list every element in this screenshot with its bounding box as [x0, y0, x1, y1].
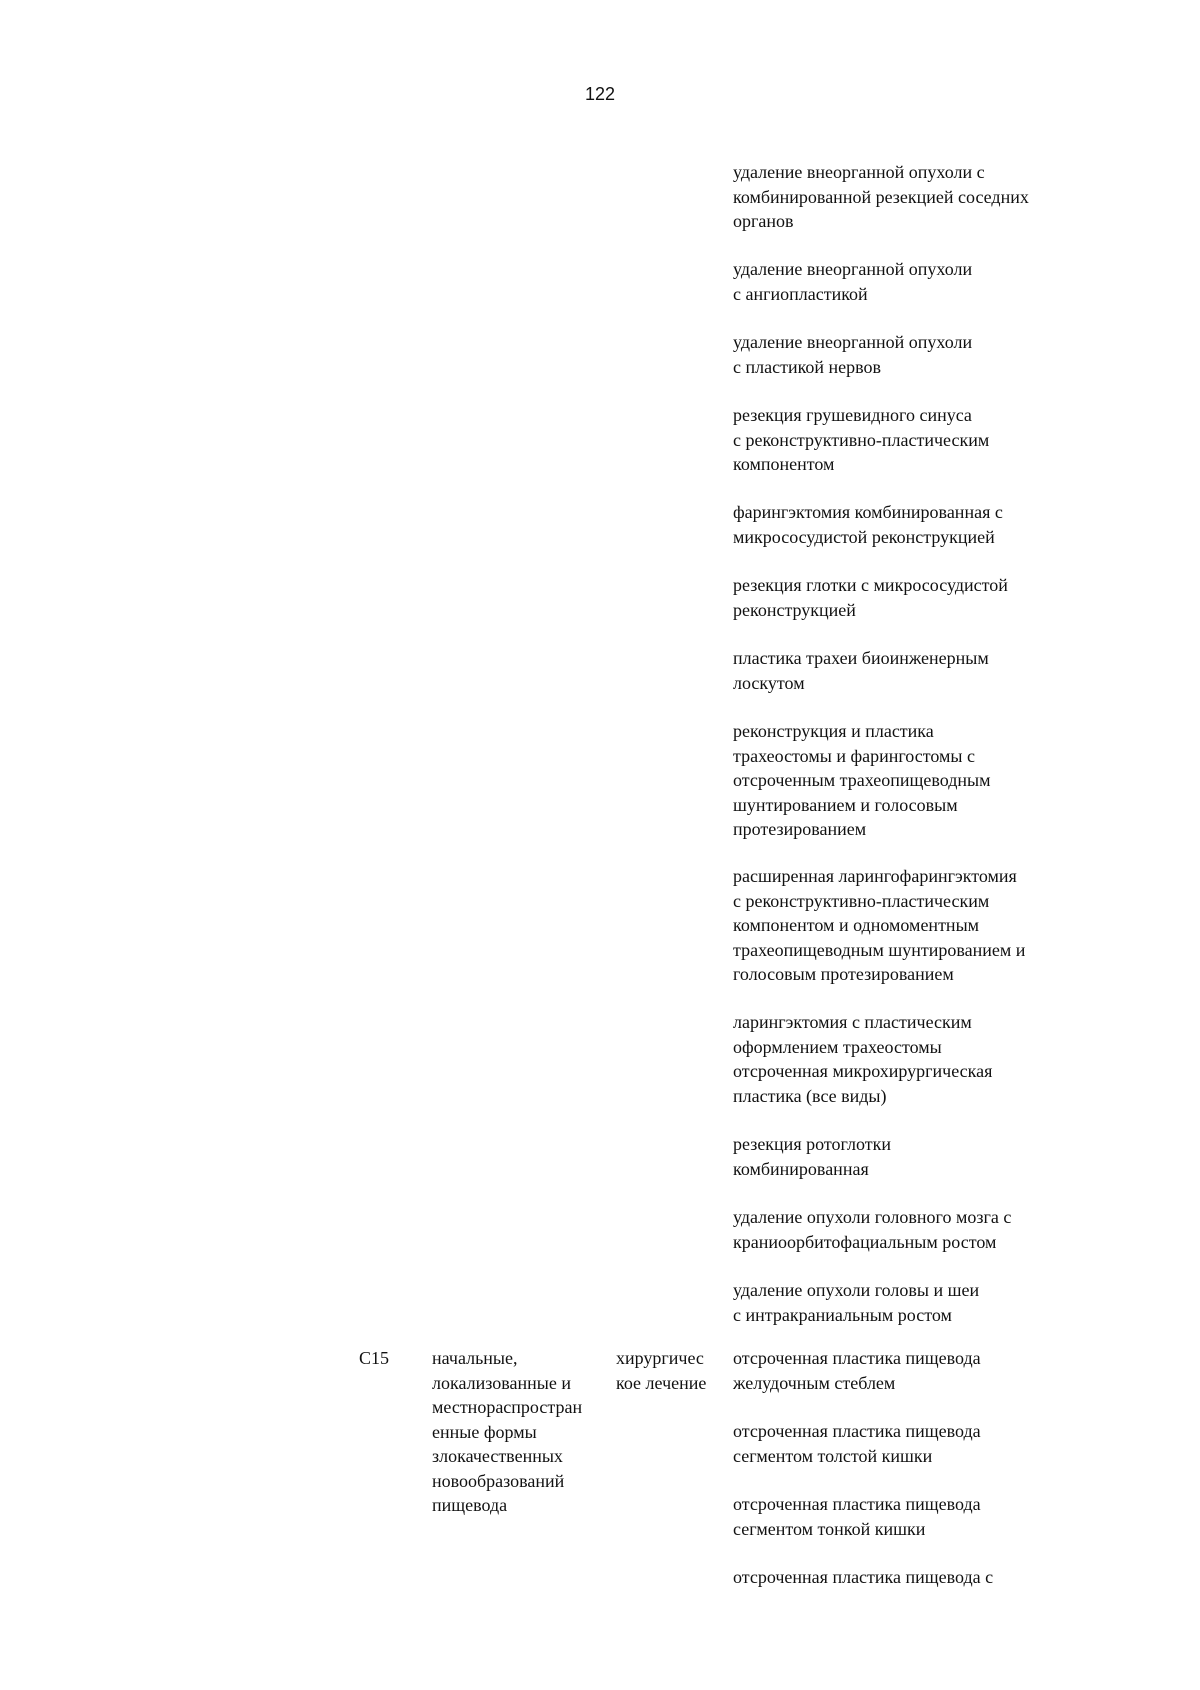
- method-item: пластика трахеи биоинженерным лоскутом: [733, 648, 989, 693]
- method-item: резекция грушевидного синуса с реконструктивно-пластическим компонентом: [733, 405, 990, 474]
- method-item: фарингэктомия комбинированная с микрососудистой реконструкцией: [733, 502, 1003, 547]
- method-item: удаление внеорганной опухоли с ангиопластикой: [733, 259, 973, 304]
- diagnosis-code: C15: [359, 1348, 390, 1368]
- method-item: удаление внеорганной опухоли с комбинированной резекцией соседних органов: [733, 162, 1029, 231]
- method-item: удаление опухоли головного мозга с краниоорбитофациальным ростом: [733, 1207, 1012, 1252]
- method-item: резекция глотки с микрососудистой реконструкцией: [733, 575, 1008, 620]
- page-number: 122: [584, 84, 616, 104]
- method-item: расширенная ларингофарингэктомия с реконструктивно-пластическим компонентом и одномоментным трахеопищеводным шунтированием и голосовым протезированием: [733, 866, 1026, 984]
- method-item: реконструкция и пластика трахеостомы и фарингостомы с отсроченным трахеопищеводным шунтированием и голосовым протезированием: [733, 721, 991, 839]
- method-item: отсроченная пластика пищевода с: [733, 1567, 994, 1587]
- method-item: резекция ротоглотки комбинированная: [733, 1134, 891, 1179]
- diagnosis-text: начальные, локализованные и местнораспростран енные формы злокачественных новообразований пищевода: [432, 1348, 583, 1515]
- treatment-type: хирургичес кое лечение: [616, 1348, 707, 1393]
- method-item: отсроченная пластика пищевода желудочным стеблем: [733, 1348, 981, 1393]
- method-item: удаление опухоли головы и шеи с интракраниальным ростом: [733, 1280, 980, 1325]
- method-item: отсроченная пластика пищевода сегментом толстой кишки: [733, 1421, 981, 1466]
- method-item: ларингэктомия с пластическим оформлением трахеостомы отсроченная микрохирургическая пластика (все виды): [733, 1012, 993, 1106]
- method-item: удаление внеорганной опухоли с пластикой нервов: [733, 332, 973, 377]
- method-item: отсроченная пластика пищевода сегментом тонкой кишки: [733, 1494, 981, 1539]
